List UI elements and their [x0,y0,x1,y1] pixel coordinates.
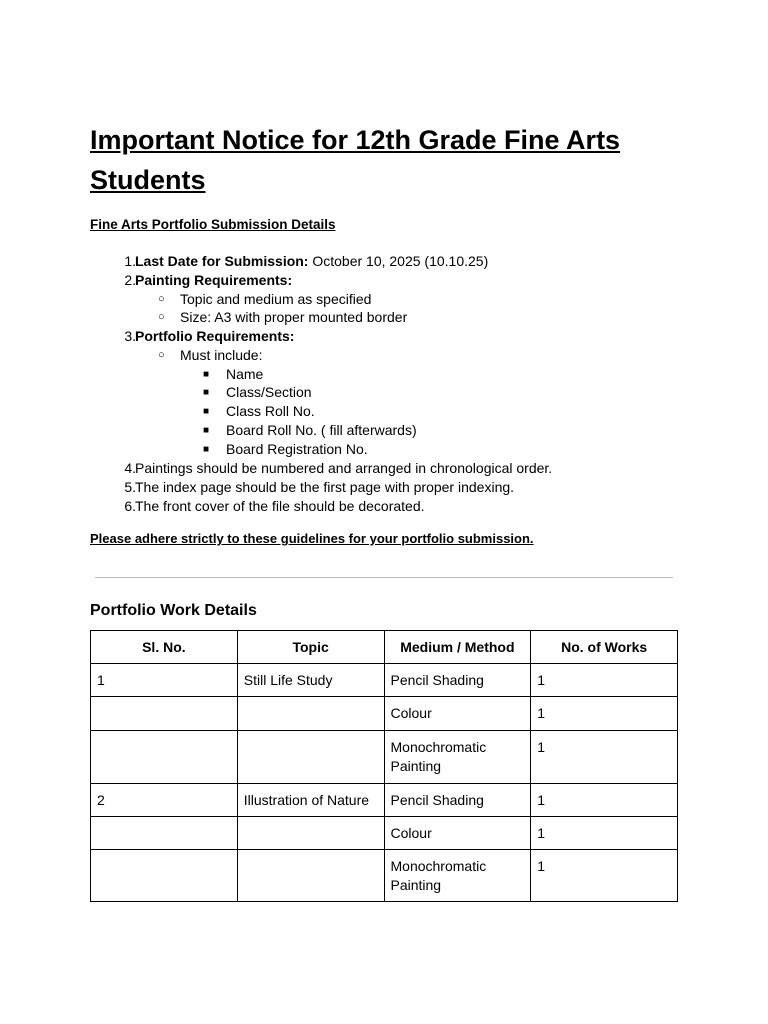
notice-title: Important Notice for 12th Grade Fine Arts Students [90,125,621,195]
notice-subtitle: Fine Arts Portfolio Submission Details [90,217,336,232]
item-number: 3. [124,328,136,344]
subitem-text: Size: A3 with proper mounted border [180,309,408,325]
square-bullet-icon: ■ [203,406,210,417]
table-cell [91,817,238,850]
horizontal-divider [95,577,673,578]
table-cell: 1 [531,784,678,817]
square-bullet-icon: ■ [203,444,210,455]
table-cell: Pencil Shading [384,664,531,697]
table-cell [237,731,384,784]
table-cell [91,850,238,902]
table-row [91,850,678,902]
circle-bullet-icon: ○ [158,311,165,323]
table-cell: 1 [531,850,678,902]
item-text: October 10, 2025 (10.10.25) [308,253,489,269]
table-cell [91,697,238,731]
portfolio-table [90,630,678,902]
table-cell [91,731,238,784]
table-cell: Colour [384,817,531,850]
table-cell: Pencil Shading [384,784,531,817]
item-text: Paintings should be numbered and arranged in chronological order. [135,460,553,476]
table-cell [237,817,384,850]
subitem-text: Must include: [180,347,263,363]
table-cell: 1 [531,817,678,850]
table-cell: 1 [531,664,678,697]
table-cell: Monochromatic Painting [384,731,531,784]
circle-bullet-icon: ○ [158,349,165,361]
item-text: The front cover of the file should be decorated. [135,498,425,514]
table-title: Portfolio Work Details [90,602,257,619]
item-label: Last Date for Submission: [135,253,309,269]
item-number: 4. [124,460,136,476]
table-row [91,664,678,697]
table-cell: 2 [91,784,238,817]
table-cell: 1 [531,731,678,784]
square-bullet-icon: ■ [203,425,210,436]
circle-bullet-icon: ○ [158,293,165,305]
table-cell: 1 [91,664,238,697]
item-number: 2. [124,272,136,288]
table-cell: Illustration of Nature [237,784,384,817]
table-row [91,697,678,731]
table-cell: 1 [531,697,678,731]
table-header-row [91,631,678,664]
table-row [91,817,678,850]
item-number: 6. [124,498,136,514]
subsubitem-text: Class/Section [226,384,312,400]
column-header: Topic [237,631,384,664]
table-cell: Still Life Study [237,664,384,697]
item-number: 5. [124,479,136,495]
table-row [91,784,678,817]
column-header: Medium / Method [384,631,531,664]
square-bullet-icon: ■ [203,387,210,398]
closing-note: Please adhere strictly to these guidelines for your portfolio submission. [90,531,534,546]
subitem-text: Topic and medium as specified [180,291,372,307]
table-cell [237,850,384,902]
table-cell: Monochromatic Painting [384,850,531,902]
item-number: 1. [124,253,136,269]
item-text: The index page should be the first page with proper indexing. [135,479,515,495]
square-bullet-icon: ■ [203,369,210,380]
subsubitem-text: Class Roll No. [226,403,315,419]
subsubitem-text: Name [226,366,264,382]
item-label: Painting Requirements: [135,272,293,288]
subsubitem-text: Board Registration No. [226,441,368,457]
table-cell: Colour [384,697,531,731]
column-header: Sl. No. [91,631,238,664]
column-header: No. of Works [531,631,678,664]
subsubitem-text: Board Roll No. ( fill afterwards) [226,422,417,438]
table-cell [237,697,384,731]
table-row [91,731,678,784]
item-label: Portfolio Requirements: [135,328,295,344]
